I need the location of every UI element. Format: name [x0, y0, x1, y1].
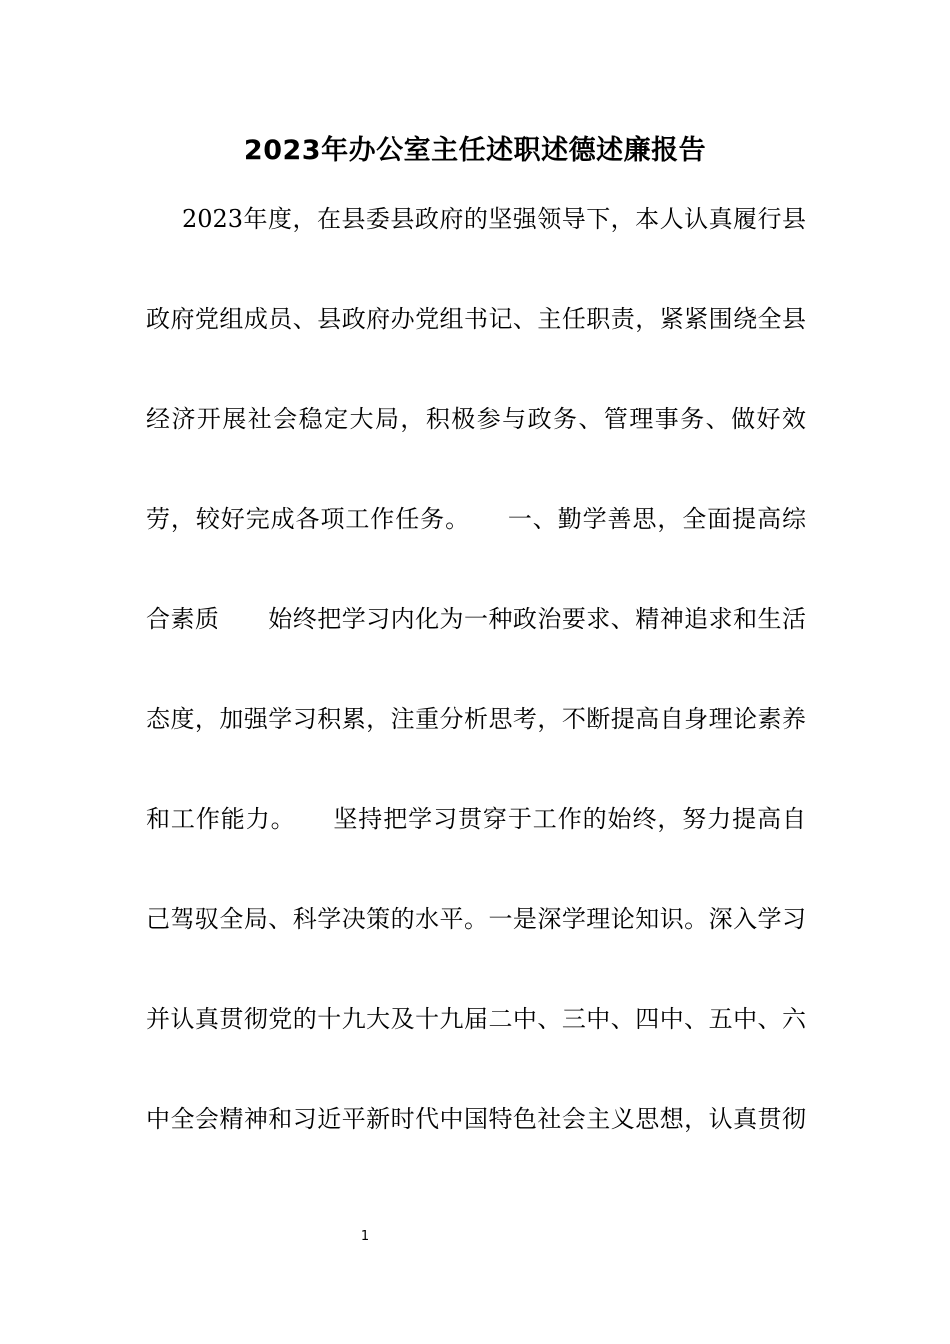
- document-title: 2023年办公室主任述职述德述廉报告: [243, 135, 707, 166]
- body-text-line: 经济开展社会稳定大局，积极参与政务、管理事务、做好效: [146, 405, 806, 433]
- body-text-line: 并认真贯彻党的十九大及十九届二中、三中、四中、五中、六: [146, 1005, 806, 1033]
- page-number: 1: [360, 1229, 370, 1244]
- body-text-line: 和工作能力。 坚持把学习贯穿于工作的始终，努力提高自: [146, 805, 806, 833]
- body-text-line: 政府党组成员、县政府办党组书记、主任职责，紧紧围绕全县: [146, 305, 806, 333]
- body-text-line: 中全会精神和习近平新时代中国特色社会主义思想，认真贯彻: [146, 1105, 806, 1133]
- body-text-line: 己驾驭全局、科学决策的水平。一是深学理论知识。深入学习: [146, 905, 806, 933]
- body-text-line: 合素质 始终把学习内化为一种政治要求、精神追求和生活: [146, 605, 806, 633]
- body-text-line: 劳，较好完成各项工作任务。 一、勤学善思，全面提高综: [146, 505, 806, 533]
- body-text-line: 态度，加强学习积累，注重分析思考，不断提高自身理论素养: [146, 705, 806, 733]
- body-text-line: 2023年度，在县委县政府的坚强领导下，本人认真履行县: [182, 205, 806, 233]
